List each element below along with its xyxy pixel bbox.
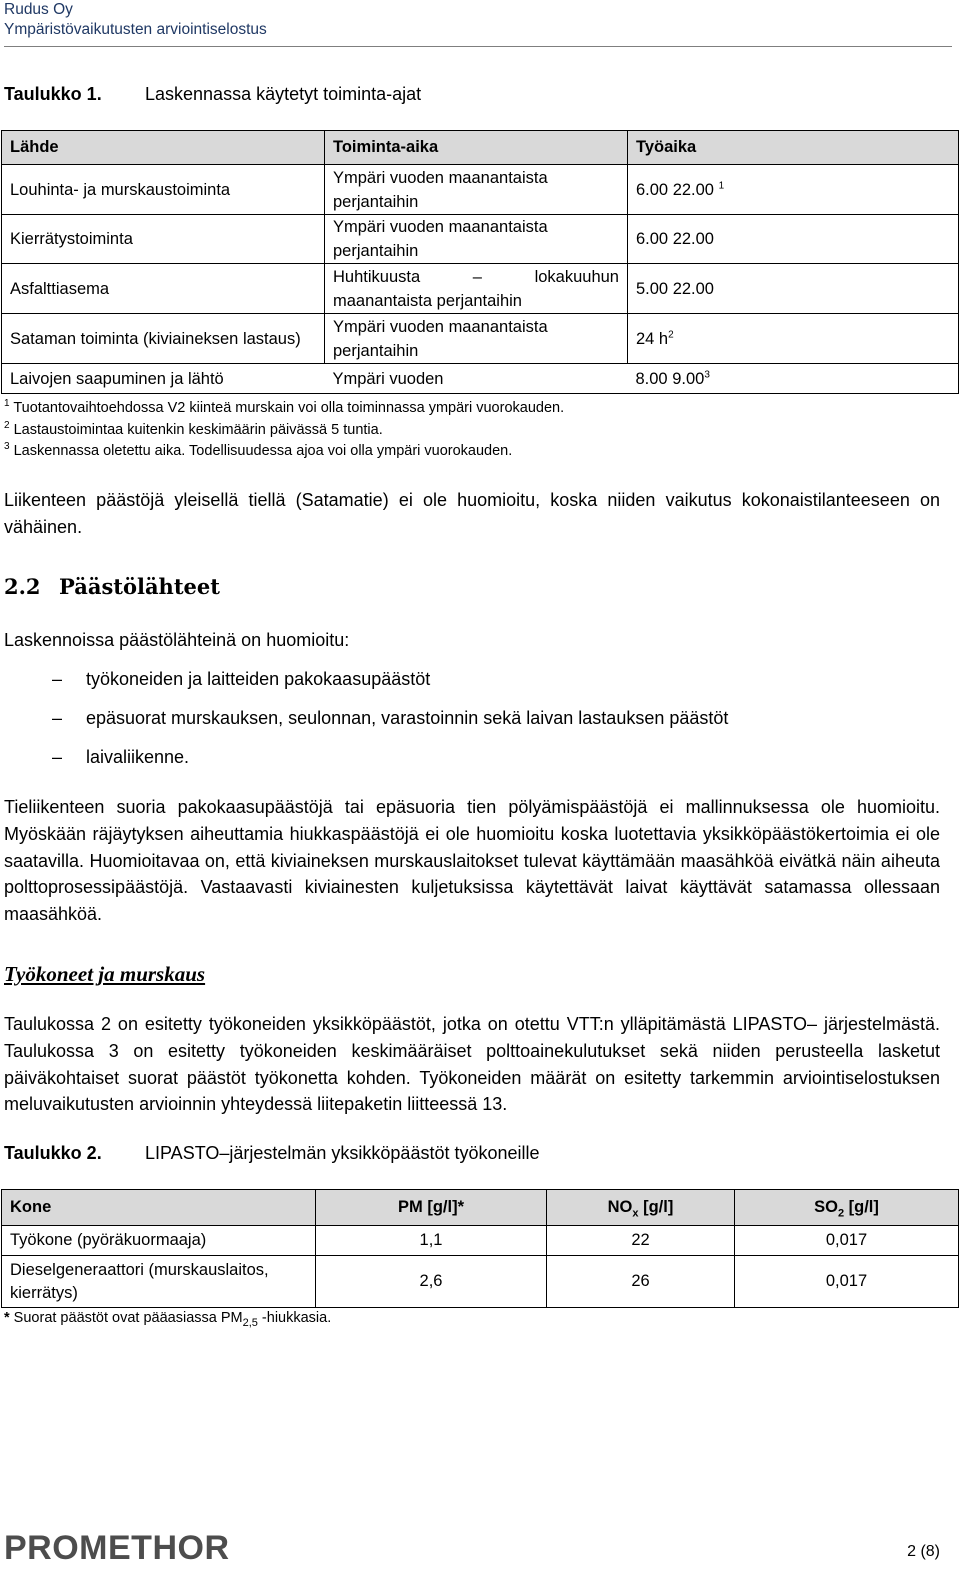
header-nox: $NO_x$ [g/l] — [547, 1190, 735, 1226]
table-header-row — [2, 1190, 959, 1226]
footnote-ref: 2 — [668, 329, 674, 340]
dash-bullet-icon: – — [52, 708, 63, 728]
header-operating-time: Toiminta-aika — [325, 131, 628, 165]
footnote: $^1$ Tuotantovaihtoehdossa V2 kiinteä murskain voi olla toiminnassa ympäri vuorokauden. — [4, 398, 565, 416]
page-header — [4, 0, 267, 40]
cell-work: 8.00 9.00$^3$ — [628, 364, 959, 394]
table2-caption-number: Taulukko 2. — [4, 1143, 102, 1163]
table1-caption-text: Laskennassa käytetyt toiminta-ajat — [145, 84, 422, 104]
paragraph-traffic: Liikenteen päästöjä yleisellä tiellä (Satamatie) ei ole huomioitu, koska niiden vaikutus kokonaistilanteeseen on vähäinen. — [4, 490, 940, 537]
section-heading — [4, 574, 220, 599]
table2-note: * Suorat päästöt ovat pääasiassa $PM_{2,5}$ -hiukkasia. — [4, 1310, 332, 1329]
header-pm: PM [g/l]* — [316, 1190, 547, 1226]
table-header-row — [2, 131, 959, 165]
dash-bullet-icon: – — [52, 747, 63, 767]
cell-time: Huhtikuusta – lokakuuhun maanantaista perjantaihin — [325, 264, 628, 314]
table2-caption — [4, 1143, 540, 1164]
footnote: $^3$ Laskennassa oletettu aika. Todellisuudessa ajoa voi olla ympäri vuorokauden. — [4, 441, 513, 459]
cell-time: Ympäri vuoden maanantaista perjantaihin — [325, 165, 628, 215]
header-source: Lähde — [2, 131, 325, 165]
cell-time: Ympäri vuoden maanantaista perjantaihin — [325, 314, 628, 364]
promethor-logo — [4, 1521, 264, 1569]
cell-work: 24 $h^2$ — [628, 314, 959, 364]
header-machine: Kone — [2, 1190, 316, 1226]
cell-so2: 0,017 — [735, 1256, 959, 1308]
list-item: – työkoneiden ja laitteiden pakokaasupäästöt — [52, 666, 728, 705]
operating-times-table — [1, 130, 959, 394]
cell-source: Louhinta- ja murskaustoiminta — [2, 165, 325, 215]
cell-pm: 1,1 — [316, 1226, 547, 1256]
footnote-ref: 3 — [704, 369, 710, 380]
footnote: $^2$ Lastaustoimintaa kuitenkin keskimäärin päivässä 5 tuntia. — [4, 419, 383, 438]
table1-footnotes — [4, 398, 564, 463]
paragraph-sources-intro: Laskennoissa päästölähteinä on huomioitu: — [4, 630, 350, 650]
cell-source: Kierrätystoiminta — [2, 215, 325, 264]
cell-time: Ympäri vuoden — [325, 364, 628, 394]
cell-machine: Dieselgeneraattori (murskauslaitos, kierrätys) — [2, 1256, 316, 1308]
list-item: – epäsuorat murskauksen, seulonnan, varastoinnin sekä laivan lastauksen päästöt — [52, 705, 728, 744]
company-name: Rudus Oy — [4, 1, 73, 18]
header-working-time: Työaika — [628, 131, 959, 165]
table-row — [2, 364, 959, 394]
table1-caption — [4, 84, 421, 105]
table2-caption-text: LIPASTO–järjestelmän yksikköpäästöt työkoneille — [145, 1143, 540, 1163]
table-row — [2, 314, 959, 364]
emissions-table — [1, 1189, 959, 1308]
cell-source: Asfalttiasema — [2, 264, 325, 314]
cell-work: 6.00 22.00 $^1$ — [628, 165, 959, 215]
cell-work: 5.00 22.00 — [628, 264, 959, 314]
document-title: Ympäristövaikutusten arviointiselostus — [4, 21, 267, 38]
cell-source: Laivojen saapuminen ja lähtö — [2, 364, 325, 394]
sources-list — [52, 666, 728, 783]
subheading-machines: Työkoneet ja murskaus — [4, 962, 206, 986]
header-divider — [4, 46, 952, 47]
header-so2: $SO_2$ [g/l] — [735, 1190, 959, 1226]
list-item: – laivaliikenne. — [52, 744, 728, 783]
section-number: 2.2 — [4, 574, 41, 599]
table-row — [2, 165, 959, 215]
table1-caption-number: Taulukko 1. — [4, 84, 102, 104]
cell-work: 6.00 22.00 — [628, 215, 959, 264]
table-row — [2, 1256, 959, 1308]
cell-machine: Työkone (pyöräkuormaaja) — [2, 1226, 316, 1256]
cell-so2: 0,017 — [735, 1226, 959, 1256]
cell-source: Sataman toiminta (kiviaineksen lastaus) — [2, 314, 325, 364]
dash-bullet-icon: – — [52, 669, 63, 689]
cell-time: Ympäri vuoden maanantaista perjantaihin — [325, 215, 628, 264]
logo-text: PROMETHOR — [4, 1529, 230, 1567]
table-row — [2, 264, 959, 314]
table-row — [2, 215, 959, 264]
cell-pm: 2,6 — [316, 1256, 547, 1308]
paragraph-machines: Taulukossa 2 on esitetty työkoneiden yksikköpäästöt, jotka on otettu VTT:n ylläpitämästä LIPASTO– järjestelmästä. Taulukossa 3 on esitetty työkoneiden keskimääräiset polttoainekulutukset sekä niiden perusteella lasketut päiväkohtaiset suorat päästöt työkonetta kohden. Työkoneiden määrät on esitetty tarkemmin arviointiselostuksen meluvaikutusten arvioinnin yhteydessä liitepaketin liitteessä 13. — [4, 1014, 940, 1115]
paragraph-road-traffic: Tieliikenteen suoria pakokaasupäästöjä tai epäsuoria tien pölyämispäästöjä ei mallinnuksessa ole huomioitu. Myöskään räjäytyksen aiheuttamia hiukkaspäästöjä ei ole huomioitu koska luotettavia yksikköpäästökertoimia ei ole saatavilla. Huomioitavaa on, että kiviaineksen murskauslaitokset tulevat käyttämään maasähköä eivätkä näin aiheuta polttoprosessipäästöjä. Vastaavasti kiviainesten kuljetuksissa käytettävät laivat käyttävät satamassa ollessaan maasähköä. — [4, 797, 940, 925]
footnote-ref: 1 — [718, 180, 725, 191]
table-row — [2, 1226, 959, 1256]
cell-nox: 22 — [547, 1226, 735, 1256]
cell-nox: 26 — [547, 1256, 735, 1308]
page-number: 2 (8) — [907, 1543, 940, 1560]
section-title: Päästölähteet — [59, 574, 220, 599]
